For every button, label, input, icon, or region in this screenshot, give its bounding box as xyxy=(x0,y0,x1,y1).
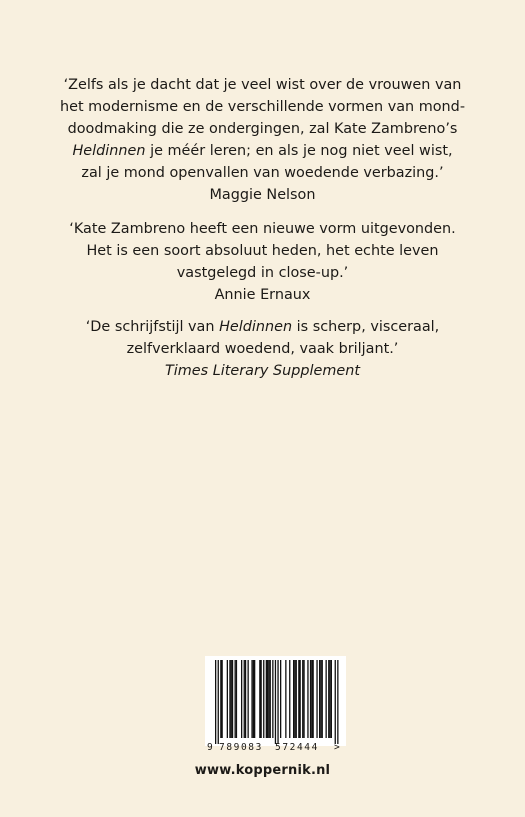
barcode-bar xyxy=(329,660,330,738)
quote-line: ‘Kate Zambreno heeft een nieuwe vorm uitgevonden. xyxy=(69,221,456,237)
barcode-bar xyxy=(222,660,223,738)
quote-line-rest: je méér leren; en als je nog niet veel wist, xyxy=(145,143,453,159)
barcode-bar xyxy=(245,660,246,738)
barcode-bar xyxy=(220,660,221,738)
barcode-bar xyxy=(326,660,327,738)
barcode-bars xyxy=(205,656,346,746)
isbn-barcode xyxy=(205,656,346,760)
barcode-bar xyxy=(261,660,262,738)
book-title: Heldinnen xyxy=(72,143,146,159)
barcode-bar xyxy=(296,660,297,738)
barcode-bar xyxy=(259,660,260,738)
quote-line: vastgelegd in close-up.’ xyxy=(176,265,349,281)
barcode-bar xyxy=(235,660,236,738)
quote-line: zelfverklaard woedend, vaak briljant.’ xyxy=(126,341,399,357)
isbn-group-2: 572444 xyxy=(275,742,319,753)
barcode-bar xyxy=(335,660,336,744)
quote-author: Times Literary Supplement xyxy=(165,363,360,379)
barcode-bar xyxy=(232,660,233,738)
quote-line-rest: is scherp, visceraal, xyxy=(292,319,440,335)
barcode-bar xyxy=(313,660,314,738)
barcode-bar xyxy=(300,660,301,738)
barcode-bar xyxy=(303,660,304,738)
barcode-bar xyxy=(251,660,252,738)
barcode-bar xyxy=(280,660,281,738)
quote-line: Het is een soort absoluut heden, het echte leven xyxy=(86,243,439,259)
barcode-bar xyxy=(263,660,264,738)
barcode-bar xyxy=(218,660,219,744)
barcode-bar xyxy=(253,660,254,738)
isbn-end-mark: > xyxy=(334,742,340,753)
barcode-bar xyxy=(248,660,249,738)
barcode-bar xyxy=(244,660,245,738)
quote-line xyxy=(0,140,525,162)
barcode-bar xyxy=(285,660,286,738)
barcode-bar xyxy=(294,660,295,738)
barcode-bar xyxy=(231,660,232,738)
barcode-bar xyxy=(307,660,308,738)
isbn-lead-digit: 9 xyxy=(207,742,213,753)
barcode-bar xyxy=(215,660,216,744)
quote-annie-ernaux xyxy=(0,218,525,306)
publisher-website[interactable]: www.koppernik.nl xyxy=(194,763,331,778)
barcode-bar xyxy=(268,660,269,738)
barcode-bar xyxy=(310,660,311,738)
barcode-bar xyxy=(272,660,273,738)
barcode-bar xyxy=(277,660,278,744)
barcode-bar xyxy=(289,660,290,738)
quote-line: doodmaking die ze ondergingen, zal Kate Zambreno’s xyxy=(67,121,458,137)
quote-line: het modernisme en de verschillende vormen van mond- xyxy=(59,99,466,115)
barcode-bar xyxy=(236,660,237,738)
barcode-bar xyxy=(227,660,228,738)
barcode-bar xyxy=(319,660,320,738)
barcode-bar xyxy=(328,660,329,738)
barcode-bar xyxy=(331,660,332,738)
barcode-bar xyxy=(241,660,242,738)
quote-line: zal je mond openvallen van woedende verbazing.’ xyxy=(81,165,444,181)
barcode-bar xyxy=(293,660,294,738)
quote-line xyxy=(0,316,525,338)
quote-author: Maggie Nelson xyxy=(209,187,316,203)
book-title: Heldinnen xyxy=(219,319,293,335)
barcode-bar xyxy=(270,660,271,738)
isbn-group-1: 789083 xyxy=(219,742,263,753)
quote-line-pre: ‘De schrijfstijl van xyxy=(85,319,220,335)
quote-author: Annie Ernaux xyxy=(214,287,311,303)
barcode-bar xyxy=(266,660,267,738)
barcode-bar xyxy=(302,660,303,738)
barcode-bar xyxy=(275,660,276,744)
barcode-bar xyxy=(298,660,299,738)
barcode-bar xyxy=(322,660,323,738)
quote-tls xyxy=(0,316,525,382)
barcode-bar xyxy=(229,660,230,738)
barcode-bar xyxy=(267,660,268,738)
quote-line: ‘Zelfs als je dacht dat je veel wist over de vrouwen van xyxy=(63,77,462,93)
barcode-bar xyxy=(254,660,255,738)
barcode-bar xyxy=(337,660,338,744)
barcode-bar xyxy=(320,660,321,738)
barcode-bar xyxy=(316,660,317,738)
barcode-bar xyxy=(311,660,312,738)
quote-maggie-nelson xyxy=(0,74,525,206)
isbn-digits xyxy=(205,742,346,756)
